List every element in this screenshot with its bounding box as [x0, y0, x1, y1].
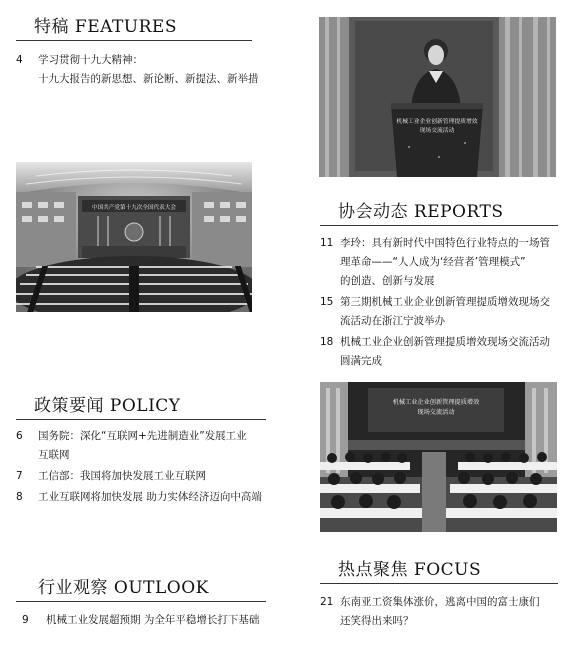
reports-section [320, 197, 558, 371]
entry-line: 李玲：具有新时代中国特色行业特点的一场管 [340, 237, 550, 249]
entry-title [38, 51, 259, 89]
page-number: 7 [16, 470, 23, 482]
entry-title [38, 488, 266, 507]
entry-line: 国务院：深化“互联网+先进制造业”发展工业 [38, 430, 247, 442]
entry-line: 的创造、创新与发展 [340, 275, 435, 287]
entry-line: 东南亚工资集体涨价，逃离中国的富士康们 [340, 596, 540, 608]
toc-entry[interactable] [16, 488, 266, 507]
outlook-title: 行业观察 OUTLOOK [16, 573, 266, 602]
entry-line: 学习贯彻十九大精神： [38, 54, 143, 66]
entry-title [340, 293, 558, 331]
policy-title: 政策要闻 POLICY [16, 391, 266, 420]
toc-entry[interactable] [320, 293, 558, 331]
congress-hall-photo [16, 162, 252, 312]
toc-entry[interactable] [320, 234, 558, 291]
toc-entry[interactable] [320, 593, 558, 631]
features-list [16, 51, 259, 89]
speaker-screen-text-1: 机械工业企业创新管理提质增效 [396, 119, 478, 125]
toc-entry[interactable] [320, 333, 558, 371]
entry-line: 流活动在浙江宁波举办 [340, 315, 445, 327]
forum-screen-text-1: 机械工业企业创新管理提质增效 [392, 399, 480, 406]
entry-line: 互联网 [38, 449, 70, 461]
policy-list [16, 427, 266, 507]
entry-title [340, 234, 558, 291]
forum-audience-photo [320, 382, 557, 532]
entry-title [340, 593, 558, 631]
entry-line: 机械工业企业创新管理提质增效现场交流活动 [340, 336, 550, 348]
page-number: 11 [320, 237, 334, 249]
reports-title: 协会动态 REPORTS [320, 197, 558, 226]
entry-line: 机械工业发展超预期 为全年平稳增长打下基础 [46, 614, 260, 626]
page-number: 4 [16, 54, 23, 66]
reports-list [320, 234, 558, 371]
entry-line: 工业互联网将加快发展 助力实体经济迈向中高端 [38, 491, 262, 503]
entry-title [38, 427, 266, 465]
forum-screen-text-2: 现场交流活动 [417, 409, 455, 416]
outlook-section [16, 573, 266, 630]
page-number: 8 [16, 491, 23, 503]
entry-line: 工信部：我国将加快发展工业互联网 [38, 470, 206, 482]
congress-banner-text: 中国共产党第十九次全国代表大会 [92, 205, 176, 211]
page-number: 15 [320, 296, 334, 308]
speaker-photo [319, 17, 556, 177]
page-number: 9 [22, 614, 29, 626]
toc-entry[interactable] [16, 427, 266, 465]
policy-section [16, 391, 266, 507]
focus-list [320, 593, 558, 631]
entry-line: 圆满完成 [340, 355, 382, 367]
features-section [16, 12, 259, 89]
toc-entry[interactable] [16, 51, 259, 89]
outlook-list [16, 611, 266, 630]
page-number: 18 [320, 336, 334, 348]
entry-title [340, 333, 558, 371]
toc-entry[interactable] [16, 467, 266, 486]
toc-entry[interactable] [16, 611, 266, 630]
entry-line: 十九大报告的新思想、新论断、新提法、新举措 [38, 73, 259, 85]
entry-line: 还笑得出来吗？ [340, 615, 414, 627]
page-number: 21 [320, 596, 334, 608]
entry-title [38, 467, 266, 486]
entry-line: 理革命——“人人成为‘经营者’管理模式” [340, 256, 526, 268]
features-title: 特稿 FEATURES [16, 12, 252, 41]
speaker-screen-text-2: 现场交流活动 [419, 128, 455, 134]
focus-title: 热点聚焦 FOCUS [320, 555, 558, 584]
page-number: 6 [16, 430, 23, 442]
entry-line: 第三期机械工业企业创新管理提质增效现场交 [340, 296, 550, 308]
focus-section [320, 555, 558, 631]
entry-title [46, 611, 266, 630]
